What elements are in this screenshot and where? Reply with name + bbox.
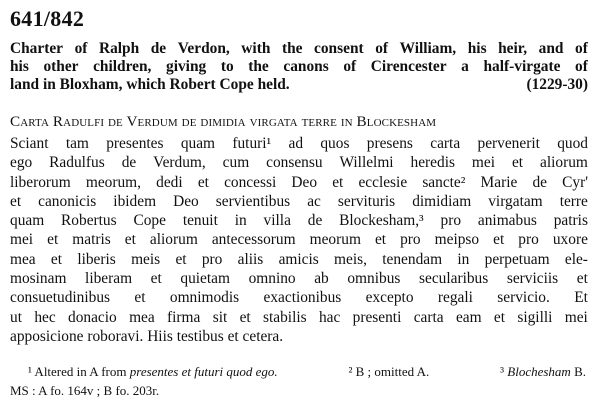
charter-line <box>10 269 588 288</box>
footnote-2: ² B ; omitted A. <box>348 364 430 379</box>
charter-word: tenuit <box>182 212 218 230</box>
summary-word: and <box>538 40 564 57</box>
summary-word: Verdon, <box>177 40 230 57</box>
charter-word: consensu <box>266 154 323 172</box>
charter-word: Robertus <box>61 212 117 230</box>
summary-word: of <box>575 58 588 75</box>
footnote-1 <box>28 362 278 381</box>
manuscript-sources: MS : A fo. 164v ; B fo. 203r. <box>10 383 160 398</box>
charter-line <box>10 250 588 269</box>
charter-word: pro <box>518 231 539 249</box>
summary-word: consent <box>314 40 364 57</box>
summary-line: land in Bloxham, which Robert Cope held. <box>10 76 290 93</box>
charter-word: et <box>239 308 251 326</box>
latin-title: Carta Radulfi de Verdum de dimidia virgata terre in Blockesham <box>10 113 437 130</box>
charter-word: ut <box>10 308 22 326</box>
charter-word: serviciis <box>506 270 559 288</box>
charter-word: heredis <box>410 154 455 172</box>
footnote-1-text: ¹ Altered in A from <box>28 364 130 379</box>
charter-word: meipso <box>434 231 480 249</box>
summary-word: other <box>43 58 79 75</box>
charter-word: et <box>493 231 505 249</box>
charter-word: ele- <box>564 250 588 268</box>
charter-word: consuetudinibus <box>10 289 111 307</box>
charter-line <box>10 230 588 249</box>
charter-word: mei <box>10 231 34 249</box>
summary-word: of <box>343 58 357 75</box>
charter-word: aliorum <box>539 154 588 172</box>
charter-word: stabilis <box>263 308 307 326</box>
charter-word: Et <box>574 289 588 307</box>
charter-line <box>10 288 588 307</box>
charter-word: in <box>234 212 247 230</box>
charter-word: Cope <box>133 212 166 230</box>
charter-word: et <box>124 231 136 249</box>
summary-word: with <box>241 40 271 57</box>
footnote-line <box>10 362 588 381</box>
summary-word: William, <box>399 40 457 57</box>
footnote-3-mark: ³ <box>500 364 508 379</box>
charter-word: servientibus <box>215 192 291 210</box>
summary-word: heir, <box>498 40 528 57</box>
charter-word: pervenerit <box>477 135 540 152</box>
charter-line-text: apposicione roboravi. Hiis testibus et cetera. <box>10 327 284 345</box>
charter-word: Cyr' <box>562 173 588 191</box>
charter-text <box>10 134 588 346</box>
footnote-3-italic: Blochesham <box>507 364 571 379</box>
summary-word: half-virgate <box>483 58 561 75</box>
summary-word: the <box>281 40 303 57</box>
summary-word: Cirencester <box>370 58 447 75</box>
charter-word: omnibus <box>347 270 401 288</box>
charter-word: futuri¹ <box>232 135 272 152</box>
charter-word: sit <box>212 308 228 326</box>
charter-word: secularibus <box>419 270 489 288</box>
charter-word: matris <box>72 231 111 249</box>
charter-word: et <box>47 231 59 249</box>
document-summary <box>10 40 588 94</box>
charter-word: de <box>532 173 547 191</box>
charter-word: ab <box>314 270 329 288</box>
charter-word: et <box>332 173 344 191</box>
charter-word: liberam <box>85 270 133 288</box>
document-number: 641/842 <box>10 6 85 31</box>
charter-word: presens <box>366 135 413 152</box>
charter-word: servicio. <box>497 289 550 307</box>
charter-word: sancte² <box>422 173 466 191</box>
charter-word: terre <box>559 192 588 210</box>
charter-word: donacio <box>68 308 117 326</box>
footnote-3 <box>500 362 586 381</box>
charter-word: pro <box>400 231 421 249</box>
charter-word: ad <box>288 135 304 152</box>
charter-word: et <box>511 154 524 172</box>
charter-word: mei <box>564 308 588 326</box>
charter-word: carta <box>413 308 444 326</box>
charter-word: ac <box>307 192 321 210</box>
summary-line <box>10 58 588 76</box>
summary-word: de <box>150 40 167 57</box>
summary-word: Charter <box>10 40 63 57</box>
charter-word: servituris <box>337 192 396 210</box>
charter-word: meorum, <box>85 173 141 191</box>
charter-word: liberorum <box>10 173 71 191</box>
charter-word: cum <box>222 154 250 172</box>
charter-word: dedi <box>156 173 183 191</box>
charter-word: sigilli <box>517 308 553 326</box>
charter-word: quam <box>10 212 45 230</box>
charter-word: antecessorum <box>211 231 296 249</box>
charter-word: Sciant <box>10 135 49 152</box>
charter-word: eam <box>455 308 482 326</box>
charter-word: aliis <box>237 250 264 268</box>
charter-word: hac <box>318 308 341 326</box>
charter-word: quos <box>320 135 350 152</box>
summary-word: a <box>461 58 469 75</box>
charter-word: presentes <box>106 135 164 152</box>
charter-word: meorum <box>309 231 361 249</box>
charter-word: pro <box>201 250 223 268</box>
summary-word: giving <box>166 58 207 75</box>
charter-word: omnimodis <box>169 289 240 307</box>
charter-word: uxore <box>552 231 588 249</box>
summary-last-line <box>10 76 588 94</box>
charter-word: Willelmi <box>339 154 394 172</box>
charter-line <box>10 153 588 172</box>
charter-word: firma <box>167 308 201 326</box>
charter-word: canonicis <box>38 192 97 210</box>
charter-word: Blockesham,³ <box>339 212 424 230</box>
charter-word: mosinam <box>10 270 67 288</box>
charter-word: et <box>50 250 63 268</box>
summary-word: children, <box>93 58 152 75</box>
charter-word: et <box>150 270 162 288</box>
charter-word: tam <box>65 135 89 152</box>
charter-line <box>10 211 588 230</box>
charter-word: Radulfus <box>49 154 105 172</box>
summary-word: of <box>375 40 389 57</box>
summary-word: Ralph <box>98 40 140 57</box>
charter-word: presenti <box>352 308 402 326</box>
footnote-1-italic: presentes et futuri quod ego. <box>129 364 278 379</box>
charter-line <box>10 192 588 211</box>
charter-word: villa <box>263 212 291 230</box>
footnotes <box>10 362 588 400</box>
charter-word: mea <box>10 250 36 268</box>
charter-word: quam <box>180 135 216 152</box>
summary-word: to <box>220 58 234 75</box>
summary-line <box>10 40 588 58</box>
charter-word: et <box>493 308 506 326</box>
summary-word: his <box>467 40 487 57</box>
charter-word: hec <box>34 308 56 326</box>
charter-line <box>10 173 588 192</box>
charter-word: et <box>374 231 387 249</box>
charter-word: tenendam <box>382 250 443 268</box>
charter-word: amicis <box>278 250 319 268</box>
charter-word: Deo <box>173 192 199 210</box>
charter-word: Marie <box>480 173 518 191</box>
charter-word: excepto <box>365 289 414 307</box>
charter-word: quod <box>557 135 588 152</box>
charter-word: ibidem <box>113 192 157 210</box>
summary-word: his <box>10 58 29 75</box>
charter-word: meis <box>131 250 161 268</box>
charter-word: Verdum, <box>153 154 206 172</box>
charter-word: liberis <box>77 250 116 268</box>
charter-word: et <box>197 173 209 191</box>
charter-word: dimidiam <box>412 192 472 210</box>
charter-word: perpetuam <box>484 250 550 268</box>
charter-word: et <box>10 192 22 210</box>
charter-line <box>10 308 588 327</box>
charter-word: mea <box>129 308 155 326</box>
charter-word: pro <box>440 212 462 230</box>
charter-word: ecclesie <box>358 173 408 191</box>
charter-word: et <box>175 250 187 268</box>
document-date: (1229-30) <box>526 76 588 93</box>
charter-word: regali <box>437 289 473 307</box>
charter-word: de <box>121 154 137 172</box>
charter-line <box>10 134 588 153</box>
charter-word: de <box>307 212 323 230</box>
footnote-3-suffix: B. <box>570 364 586 379</box>
charter-word: et <box>134 289 146 307</box>
charter-word: animabus <box>477 212 537 230</box>
summary-word: canons <box>283 58 329 75</box>
summary-word: of <box>74 40 88 57</box>
charter-word: et <box>576 270 588 288</box>
charter-word: virgatam <box>488 192 543 210</box>
charter-word: concessi <box>224 173 277 191</box>
charter-word: exactionibus <box>263 289 342 307</box>
charter-word: quietam <box>180 270 230 288</box>
charter-word: omnino <box>248 270 296 288</box>
charter-word: in <box>457 250 470 268</box>
charter-word: patris <box>553 212 588 230</box>
charter-word: mei <box>471 154 495 172</box>
charter-word: meis, <box>334 250 367 268</box>
summary-word: of <box>575 40 588 57</box>
charter-word: ego <box>10 154 33 172</box>
charter-line <box>10 327 588 346</box>
charter-word: Deo <box>291 173 318 191</box>
charter-word: carta <box>430 135 461 152</box>
summary-word: the <box>248 58 269 75</box>
charter-word: aliorum <box>149 231 198 249</box>
